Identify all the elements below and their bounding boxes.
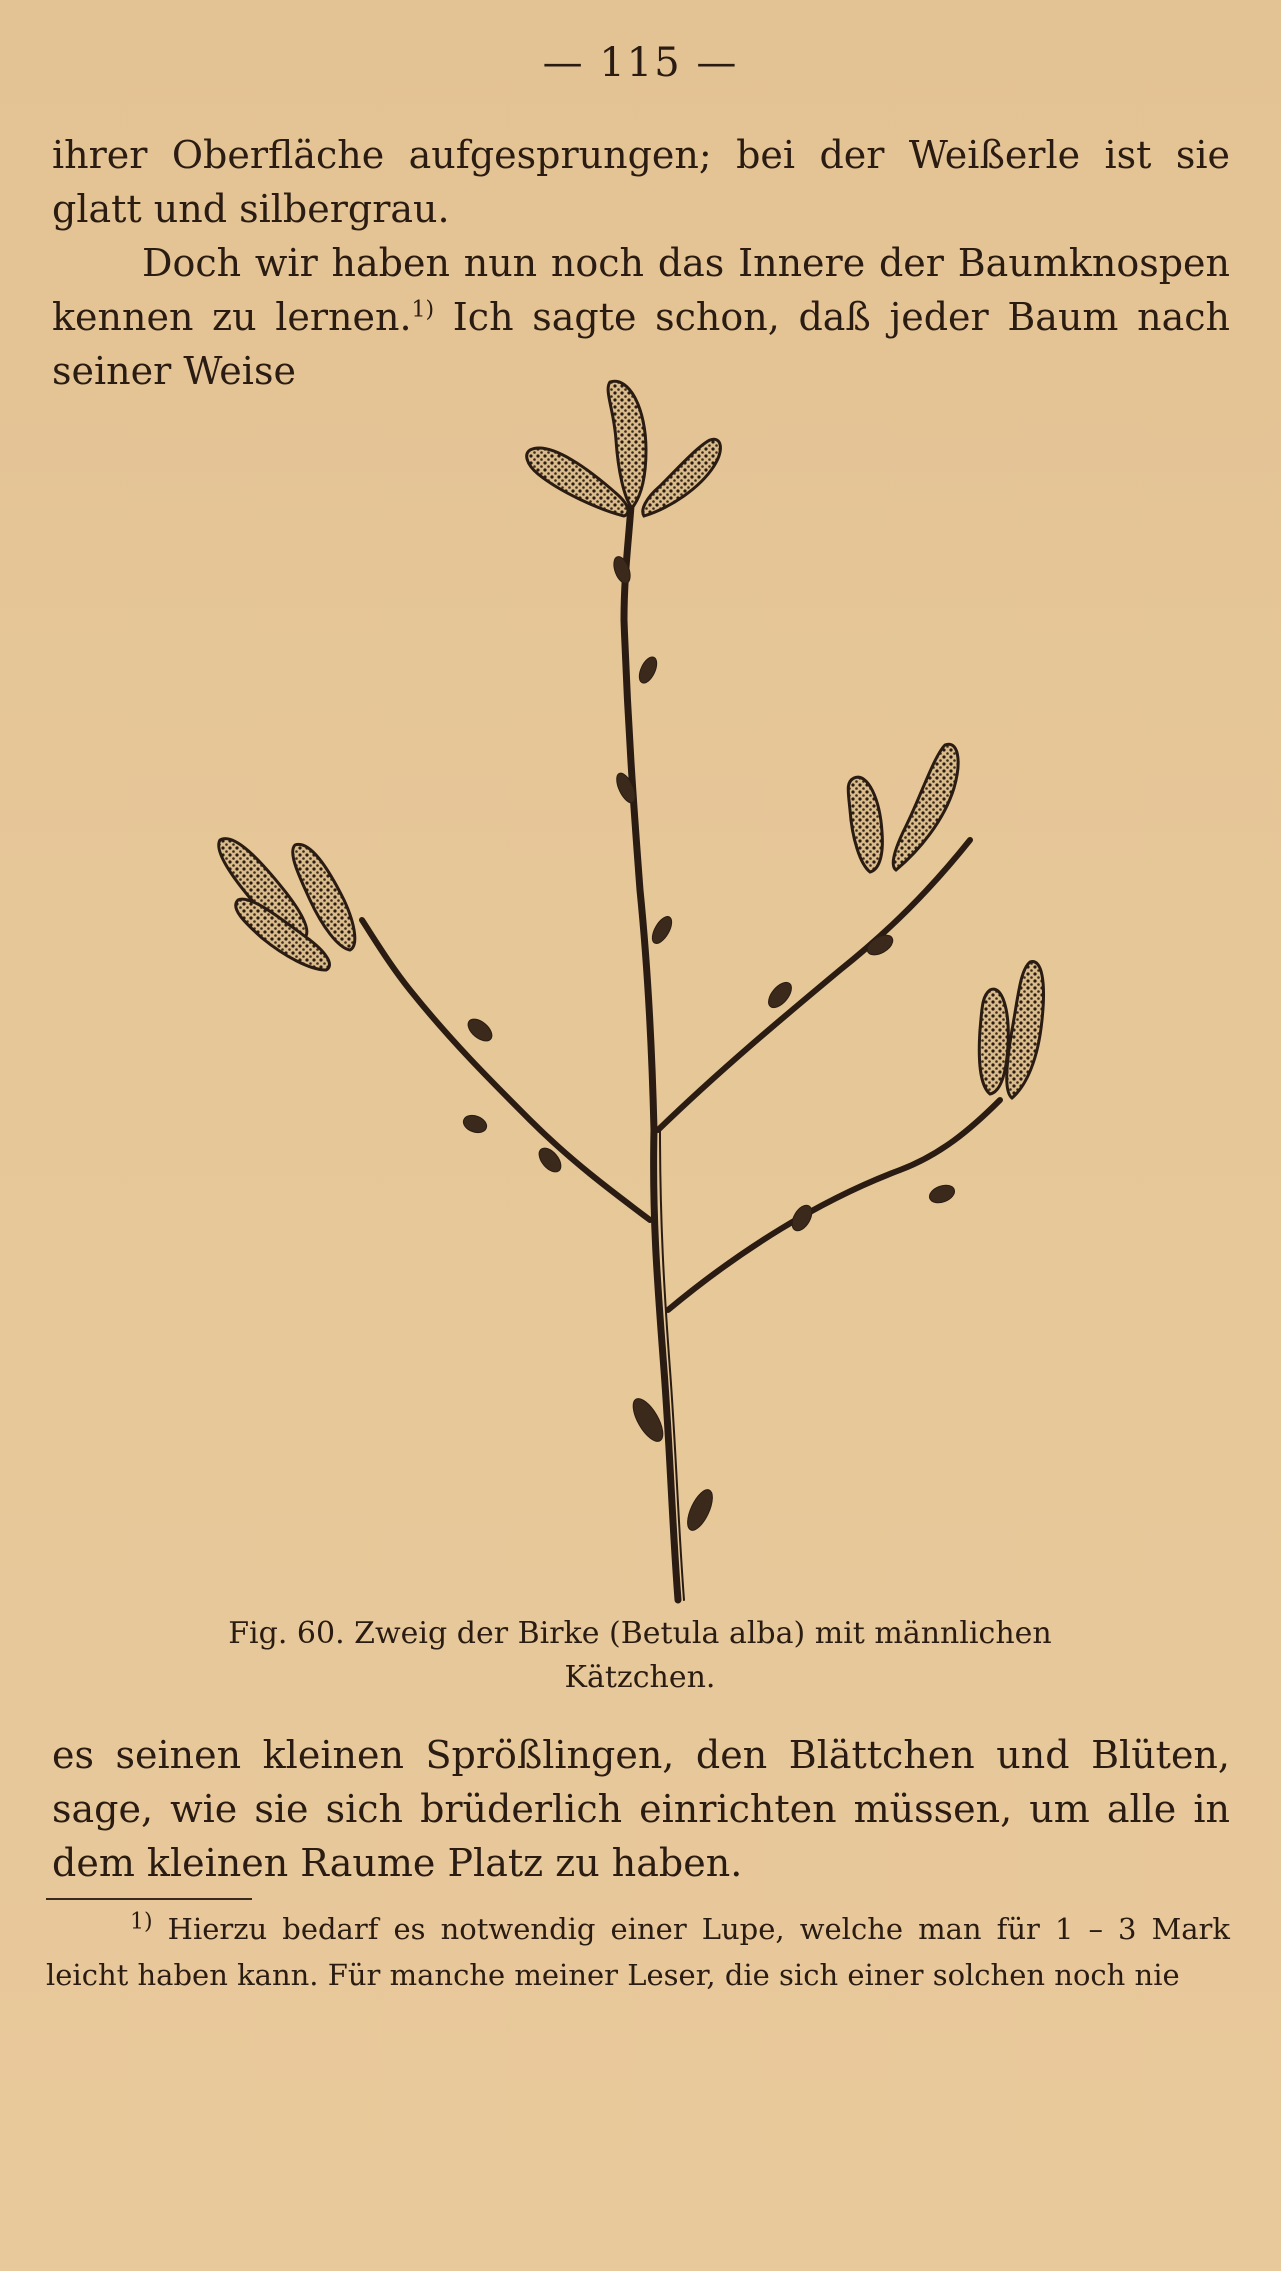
paragraph-baumknospen-rest: Ich sagte schon, daß jeder Baum nach seiner Weise xyxy=(52,295,1230,393)
paragraph-weisserle: ihrer Oberfläche aufgesprungen; bei der Weißerle ist sie glatt und silbergrau. xyxy=(52,133,1230,231)
catkin-top-right xyxy=(643,439,721,516)
birch-twig-illustration xyxy=(200,370,1080,1610)
figure-caption xyxy=(170,1612,1110,1700)
catkin-top-left xyxy=(527,448,628,516)
figure-caption-line-2: Kätzchen. xyxy=(564,1660,716,1695)
paragraph-sproesslinge: es seinen kleinen Sprößlingen, den Blättchen und Blüten, sage, wie sie sich brüderlich einrichten müssen, um alle in dem kleinen Raume Platz zu haben. xyxy=(52,1733,1230,1885)
bottom-text-block xyxy=(52,1728,1230,1890)
footnote-reference: 1) xyxy=(411,297,435,323)
footnote-body: Hierzu bedarf es notwendig einer Lupe, welche man für 1 – 3 Mark leicht haben kann. Für manche meiner Leser, die sich einer solchen noch nie xyxy=(46,1912,1230,1992)
paragraph-baumknospen-text: Doch wir haben nun noch das Innere der Baumknospen kennen zu lernen. xyxy=(52,241,1230,339)
footnote-divider xyxy=(46,1898,252,1900)
top-text-block xyxy=(52,128,1230,398)
catkin-right-upper-2 xyxy=(848,777,882,872)
footnote-text xyxy=(46,1906,1230,1998)
page-number: — 115 — xyxy=(542,40,739,86)
catkin-right-lower-1 xyxy=(1007,962,1044,1098)
figure-caption-line-1: Fig. 60. Zweig der Birke (Betula alba) mit männlichen xyxy=(228,1616,1052,1651)
right-upper-branch xyxy=(658,840,970,1130)
footnote xyxy=(46,1906,1230,1998)
right-lower-branch xyxy=(668,1100,1000,1310)
catkin-right-lower-2 xyxy=(979,989,1008,1094)
catkin-right-upper-1 xyxy=(893,744,958,870)
catkin-top-center xyxy=(608,381,646,508)
left-branch xyxy=(362,920,650,1220)
footnote-marker: 1) xyxy=(130,1909,153,1935)
